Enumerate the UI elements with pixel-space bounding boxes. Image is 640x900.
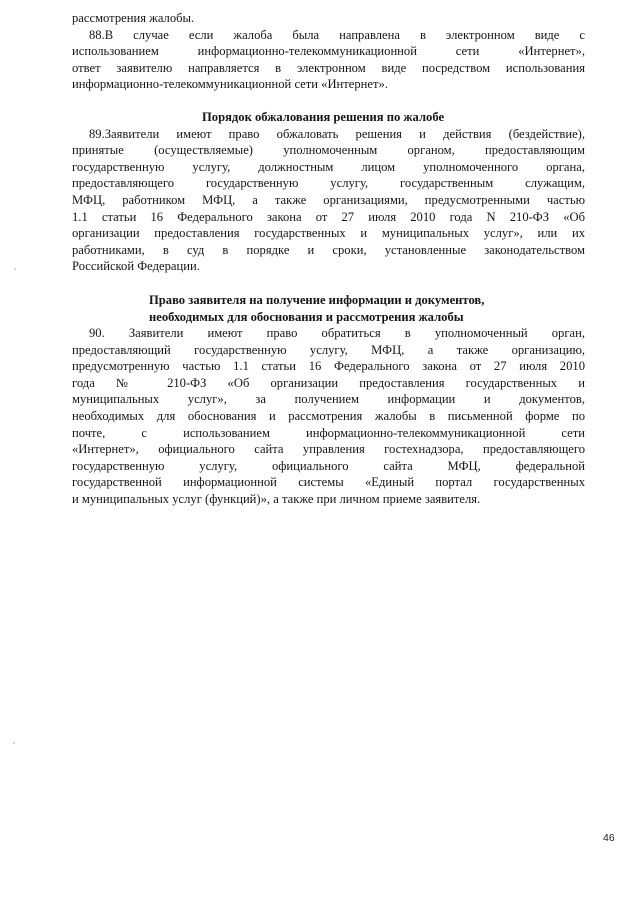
text-line: государственную услугу, должностным лицом уполномоченного органа,	[72, 159, 585, 174]
text-line: муниципальных услуг», за получением информации и документов,	[72, 392, 585, 407]
scan-speck	[13, 742, 15, 744]
text-line: 90. Заявители имеют право обратиться в уполномоченный орган,	[89, 326, 585, 341]
text-line: рассмотрения жалобы.	[72, 11, 195, 25]
paragraph-90	[72, 325, 585, 508]
text-line: 88.В случае если жалоба была направлена в электронном виде с	[89, 27, 585, 42]
text-line: принятые (осуществляемые) уполномоченным органом, предоставляющим	[72, 143, 585, 158]
text-line: предоставляющий государственную услугу, МФЦ, а также организацию,	[72, 342, 585, 357]
text-line: государственной информационной системы «Единый портал государственных	[72, 475, 585, 490]
section-heading-appeal: Порядок обжалования решения по жалобе	[202, 109, 445, 124]
text-line: необходимых для обоснования и рассмотрения жалобы в письменной форме по	[72, 409, 585, 424]
section-heading-rights-line-2: необходимых для обоснования и рассмотрения жалобы	[149, 309, 464, 324]
paragraph-89	[72, 126, 585, 275]
page-number: 46	[603, 832, 615, 844]
text-line: организации предоставления государственных и муниципальных услуг», или их	[72, 226, 585, 241]
text-line: 1.1 статьи 16 Федерального закона от 27 июля 2010 года N 210-ФЗ «Об	[72, 209, 585, 224]
text-line: информационно-телекоммуникационной сети «Интернет».	[72, 77, 388, 92]
paragraph-88	[72, 27, 585, 93]
intro-fragment	[72, 10, 585, 27]
section-heading-rights-line-1: Право заявителя на получение информации и документов,	[149, 292, 485, 307]
scan-speck	[14, 268, 16, 270]
text-line: почте, с использованием информационно-телекоммуникационной сети	[72, 425, 585, 440]
text-line: использованием информационно-телекоммуникационной сети «Интернет»,	[72, 44, 585, 59]
text-line: «Интернет», официального сайта управления гостехнадзора, предоставляющего	[72, 442, 585, 457]
text-line: работниками, в суд в порядке и сроки, установленные законодательством	[72, 242, 585, 257]
text-line: года № 210-ФЗ «Об организации предоставления государственных и	[72, 375, 585, 390]
text-line: и муниципальных услуг (функций)», а также при личном приеме заявителя.	[72, 492, 481, 507]
text-line: предусмотренную частью 1.1 статьи 16 Федерального закона от 27 июля 2010	[72, 359, 585, 374]
text-line: ответ заявителю направляется в электронном виде посредством использования	[72, 60, 585, 75]
text-line: 89.Заявители имеют право обжаловать решения и действия (бездействие),	[89, 126, 585, 141]
text-line: предоставляющего государственную услугу, государственным служащим,	[72, 176, 585, 191]
text-line: государственную услугу, официального сайта МФЦ, федеральной	[72, 458, 585, 473]
document-page	[72, 10, 585, 508]
text-line: МФЦ, работником МФЦ, а также организациями, предусмотренными частью	[72, 192, 585, 207]
text-line: Российской Федерации.	[72, 259, 200, 274]
